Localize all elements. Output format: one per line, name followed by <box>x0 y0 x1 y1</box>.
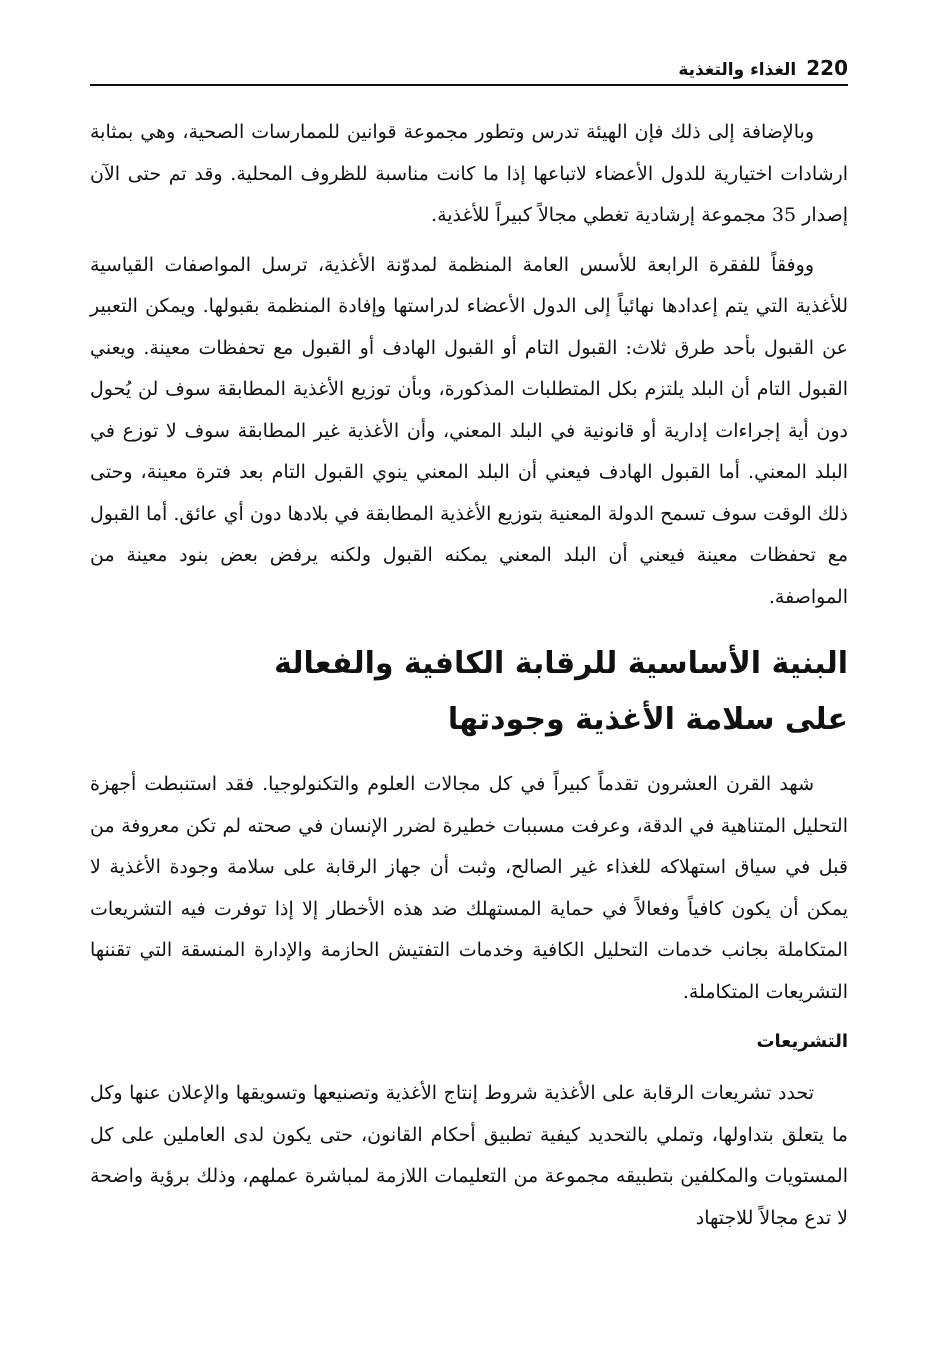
paragraph: شهد القرن العشرون تقدماً كبيراً في كل مجالات العلوم والتكنولوجيا. فقد استنبطت أجهزة التحليل المتناهية في الدقة، وعرفت مسببات خطيرة لضرر الإنسان في صحته لم تكن معروفة من قبل في سياق استهلاكه للغذاء غير الصالح، وثبت أن جهاز الرقابة على سلامة وجودة الأغذية لا يمكن أن يكون كافياً وفعالاً في حماية المستهلك ضد هذه الأخطار إلا إذا توفرت فيه التشريعات المتكاملة بجانب خدمات التحليل الكافية وخدمات التفتيش الحازمة والإدارة المنسقة التي تقننها التشريعات المتكاملة. <box>90 773 848 1003</box>
header-group <box>678 56 848 80</box>
page-number: 220 <box>806 56 848 80</box>
page-body <box>90 112 848 1249</box>
running-header <box>90 44 848 86</box>
paragraph: تحدد تشريعات الرقابة على الأغذية شروط إنتاج الأغذية وتصنيعها وتسويقها والإعلان عنها وكل ما يتعلق بتداولها، وتملي بالتحديد كيفية تطبيق أحكام القانون، حتى يكون لدى العاملين على كل المستويات والمكلفين بتطبيقه مجموعة من التعليمات اللازمة لمباشرة عملهم، وذلك برؤية واضحة لا تدع مجالاً للاجتهاد <box>90 1082 848 1229</box>
section-heading <box>90 636 848 748</box>
section-heading-line: على سلامة الأغذية وجودتها <box>447 702 848 737</box>
paragraph: ووفقاً للفقرة الرابعة للأسس العامة المنظمة لمدوّنة الأغذية، ترسل المواصفات القياسية للأغذية التي يتم إعدادها نهائياً إلى الدول الأعضاء لدراستها وإفادة المنظمة بقبولها. ويمكن التعبير عن القبول بأحد طرق ثلاث: القبول التام أو القبول الهادف أو القبول مع تحفظات معينة. ويعني القبول التام أن البلد يلتزم بكل المتطلبات المذكورة، وبأن توزيع الأغذية المطابقة سوف لن يُحول دون أية إجراءات إدارية أو قانونية في البلد المعني، وأن الأغذية غير المطابقة سوف لا توزع في البلد المعني. أما القبول الهادف فيعني أن البلد المعني ينوي القبول التام بعد فترة معينة، وحتى ذلك الوقت سوف تسمح الدولة المعنية بتوزيع الأغذية المطابقة في بلادها دون أي عائق. أما القبول مع تحفظات معينة فيعني أن البلد المعني يمكنه القبول ولكنه يرفض بعض بنود معينة من المواصفة. <box>89 253 848 608</box>
section-heading-line: البنية الأساسية للرقابة الكافية والفعالة <box>274 646 848 681</box>
paragraph: وبالإضافة إلى ذلك فإن الهيئة تدرس وتطور مجموعة قوانين للممارسات الصحية، وهي بمثابة ارشادات اختيارية للدول الأعضاء لاتباعها إذا ما كانت مناسبة للظروف المحلية. وقد تم حتى الآن إصدار 35 مجموعة إرشادية تغطي مجالاً كبيراً للأغذية. <box>90 121 848 226</box>
subheading: التشريعات <box>756 1031 848 1052</box>
running-title: الغذاء والتغذية <box>678 60 797 80</box>
